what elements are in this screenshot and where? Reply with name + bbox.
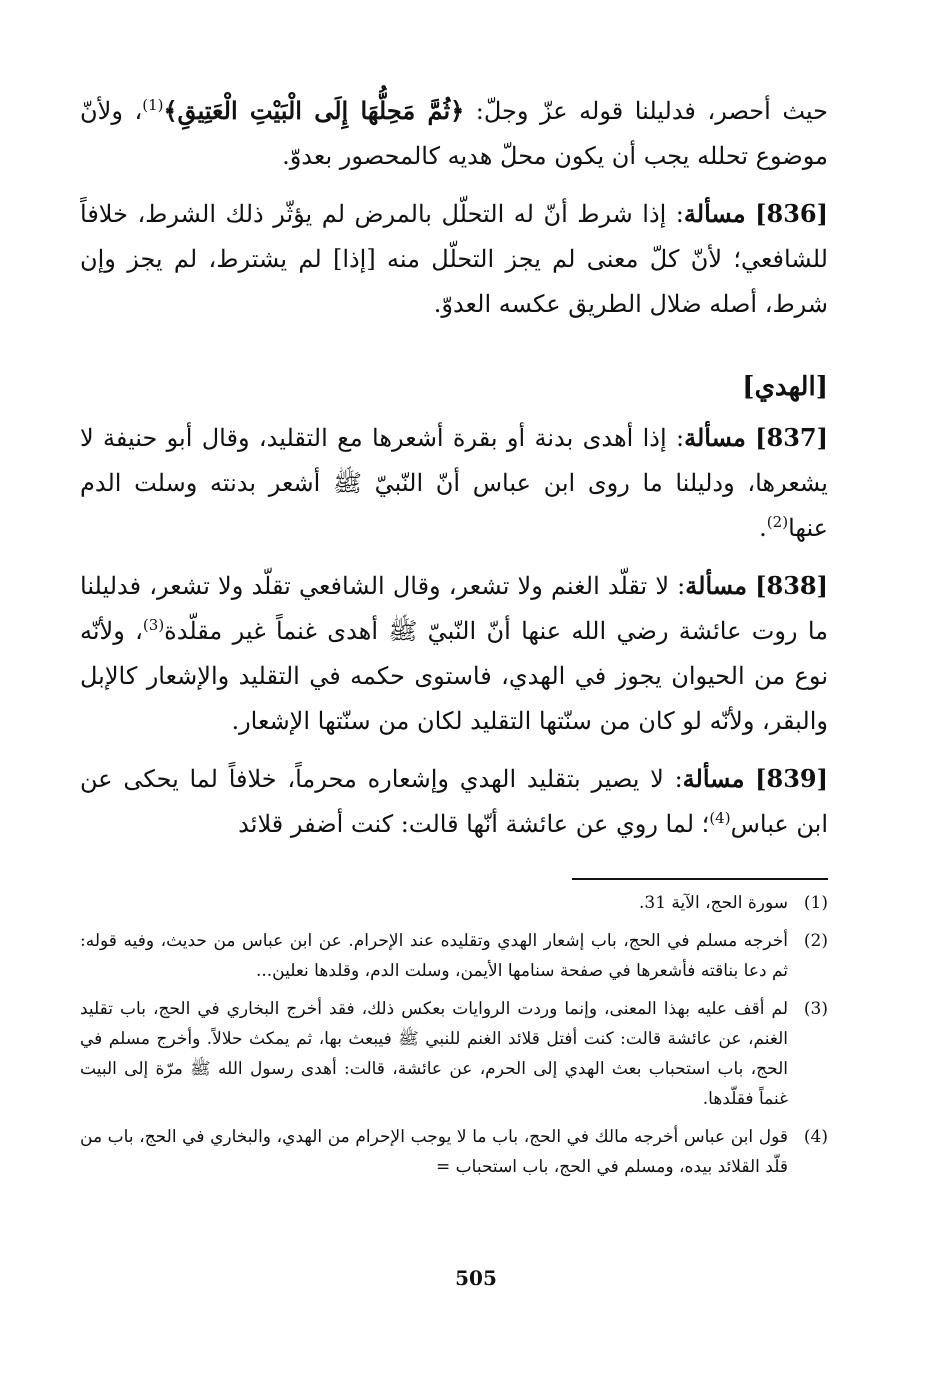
footnote-ref[interactable]: (4) [709,809,731,827]
footnote-text: لم أقف عليه بهذا المعنى، وإنما وردت الروايات بعكس ذلك، فقد أخرج البخاري في الحج، باب تقليد الغنم، عن عائشة قالت: كنت أفتل قلائد الغنم للنبي ﷺ فيبعث بها، ثم يمكث حلالاً. وأخرج مسلم في الحج، باب استحباب بعث الهدي إلى الحرم، عن عائشة، قالت: أهدى رسول الله ﷺ مرّة إلى البيت غنماً فقلّدها. [80,999,788,1109]
issue-text: : لا تقلّد الغنم ولا تشعر، وقال الشافعي تقلّد ولا تشعر، فدليلنا ما روت عائشة رضي الله عنها أنّ النّبيّ ﷺ أهدى غنماً غير مقلّدة [80,572,828,645]
issue-839 [80,756,828,847]
footnote-4 [80,1122,828,1182]
issue-label: مسألة [683,199,746,228]
footnote-1 [80,888,828,918]
footnote-text: سورة الحج، الآية 31. [638,893,788,913]
footnote-ref[interactable]: (3) [142,616,165,634]
footnote-text: قول ابن عباس أخرجه مالك في الحج، باب ما لا يوجب الإحرام من الهدي، والبخاري في الحج، باب من قلّد القلائد بيده، ومسلم في الحج، باب استحباب = [80,1127,788,1177]
page-number: 505 [455,1266,497,1290]
issue-text: : إذا أهدى بدنة أو بقرة أشعرها مع التقليد، وقال أبو حنيفة لا يشعرها، ودليلنا ما روى ابن عباس أنّ النّبيّ ﷺ أشعر بدنته وسلت الدم عنها [80,424,828,542]
issue-838 [80,563,828,744]
issue-text-cont: ؛ لما روي عن عائشة أنّها قالت: كنت أضفر قلائد [238,810,710,838]
issue-number: [837] [755,423,828,452]
issue-number: [838] [755,571,828,600]
issue-label: مسألة [685,571,748,600]
intro-paragraph [80,88,828,179]
issue-label: مسألة [684,423,746,452]
issue-837 [80,415,828,551]
intro-text-end: ، ولأنّ موضوع تحلله يجب أن يكون محلّ هديه كالمحصور بعدوّ. [80,97,828,170]
quran-verse: ﴿ثُمَّ مَحِلُّهَا إِلَى الْبَيْتِ الْعَتِيقِ﴾ [163,96,465,125]
footnote-3 [80,994,828,1114]
issue-number: [839] [755,764,828,793]
footnote-number: (4) [803,1127,828,1147]
footnote-number: (1) [803,893,828,913]
main-text [80,88,828,859]
issue-836 [80,191,828,327]
issue-number: [836] [755,199,828,228]
footnote-text: أخرجه مسلم في الحج، باب إشعار الهدي وتقليده عند الإحرام. عن ابن عباس من حديث، وفيه قوله: ثم دعا بناقته فأشعرها في صفحة سنامها الأيمن، وسلت الدم، وقلدها نعلين... [80,931,788,981]
issue-text: : إذا شرط أنّ له التحلّل بالمرض لم يؤثّر ذلك الشرط، خلافاً للشافعي؛ لأنّ كلّ معنى لم يجز التحلّل منه [إذا] لم يشترط، لم يجز وإن شرط، أصله ضلال الطريق عكسه العدوّ. [80,200,828,318]
issue-text-end: . [759,514,767,542]
footnote-number: (2) [803,931,828,951]
section-heading: [الهدي] [742,372,828,402]
footnotes [80,888,828,1190]
footnote-ref[interactable]: (2) [766,513,789,531]
issue-label: مسألة [682,764,745,793]
intro-text: حيث أحصر، فدليلنا قوله عزّ وجلّ: [464,97,828,125]
footnote-divider [572,878,828,880]
footnote-ref[interactable]: (1) [142,96,164,114]
footnote-number: (3) [803,999,828,1019]
issue-text: : لا يصير بتقليد الهدي وإشعاره محرماً، خلافاً لما يحكى عن ابن عباس [80,765,828,838]
issue-text-cont: ، ولأنّه نوع من الحيوان يجوز في الهدي، فاستوى حكمه في التقليد والإشعار كالإبل والبقر، ولأنّه لو كان من سنّتها التقليد لكان من سنّتها الإشعار. [80,617,828,735]
footnote-2 [80,926,828,986]
